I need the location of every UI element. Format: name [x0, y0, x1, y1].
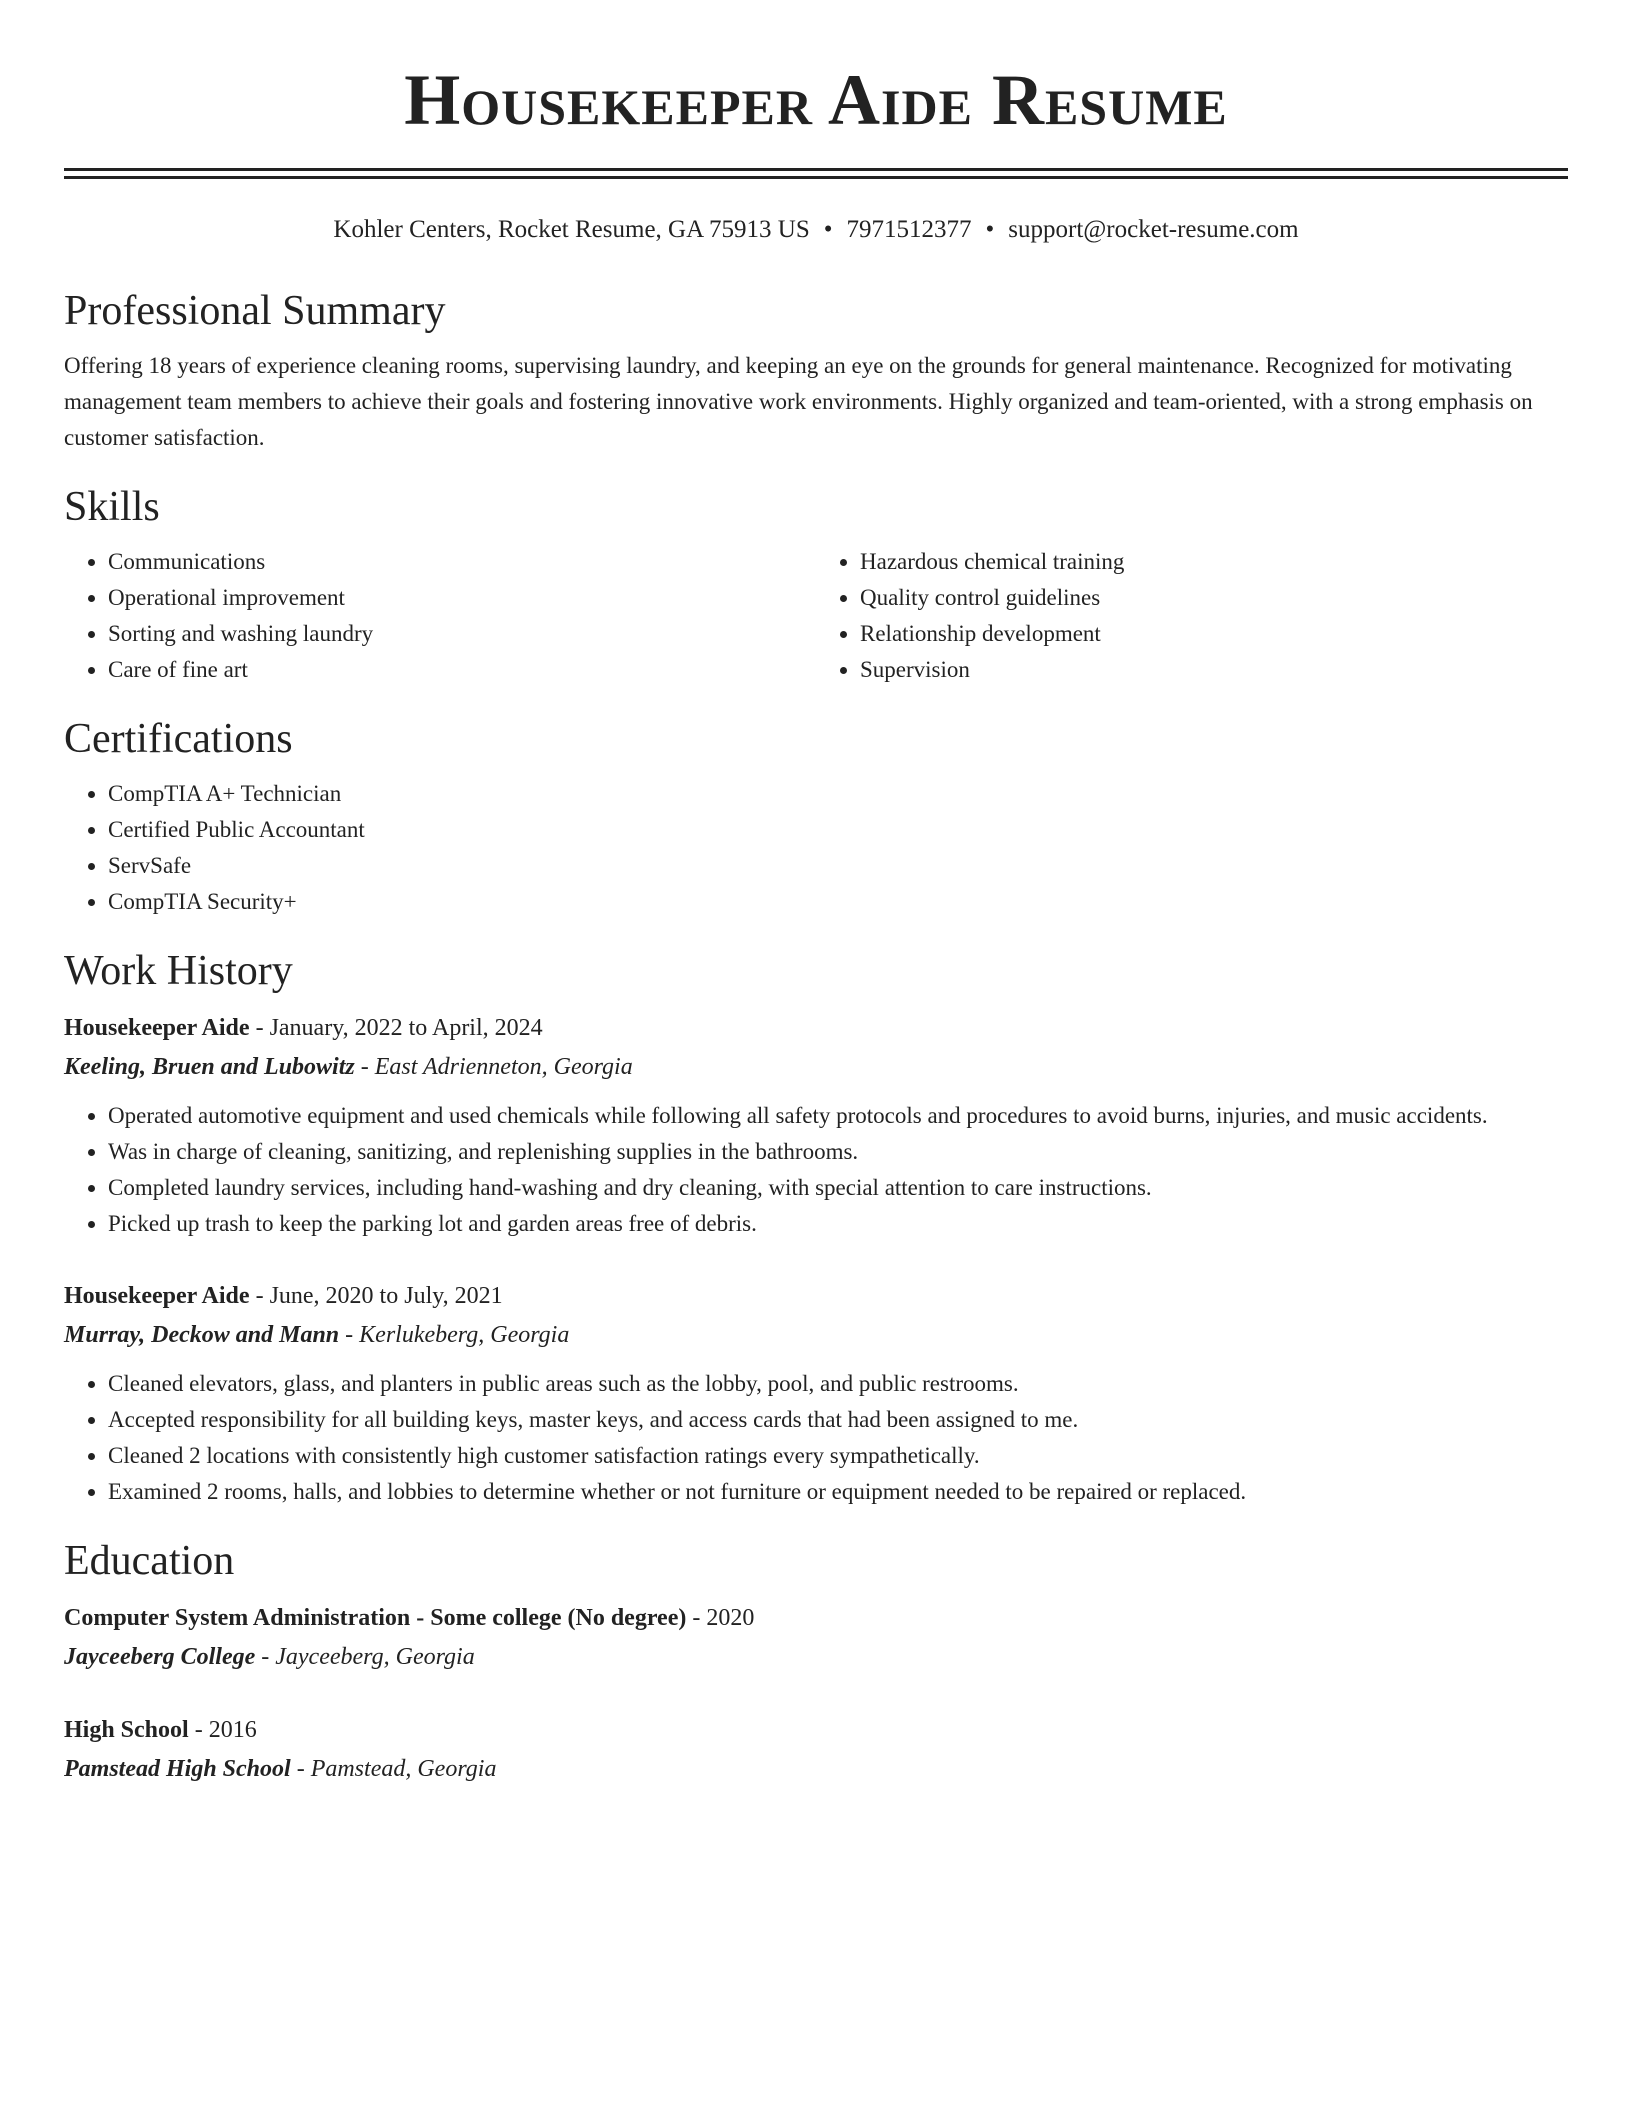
section-heading-skills: Skills — [64, 484, 160, 530]
job-bullet: • Cleaned elevators, glass, and planters in public areas such as the lobby, pool, and public restrooms. — [108, 1366, 1568, 1402]
school-location: Jayceeberg, Georgia — [275, 1644, 475, 1670]
resume-title: Housekeeper Aide Resume — [404, 60, 1228, 140]
job-bullet: • Accepted responsibility for all building keys, master keys, and access cards that had been assigned to me. — [108, 1402, 1568, 1438]
section-heading-education: Education — [64, 1538, 235, 1584]
degree-name: Computer System Administration - Some college (No degree) — [64, 1605, 687, 1631]
contact-line — [64, 214, 1568, 246]
skills-list-left — [64, 544, 816, 688]
education-section — [64, 1536, 1568, 1788]
job-bullet: • Cleaned 2 locations with consistently high customer satisfaction ratings every sympathetically. — [108, 1438, 1568, 1474]
job-title-line: Housekeeper Aide - June, 2020 to July, 2021 — [64, 1283, 503, 1309]
school-line: Jayceeberg College - Jayceeberg, Georgia — [64, 1644, 475, 1670]
skill-item: • Care of fine art — [108, 652, 816, 688]
skill-item: • Relationship development — [860, 616, 1568, 652]
skill-item: • Supervision — [860, 652, 1568, 688]
skills-section — [64, 482, 1568, 688]
school-line: Pamstead High School - Pamstead, Georgia — [64, 1756, 497, 1782]
job-bullet: • Operated automotive equipment and used chemicals while following all safety protocols and procedures to avoid burns, injuries, and music accidents. — [108, 1098, 1568, 1134]
job-bullets — [64, 1098, 1568, 1242]
section-heading-summary: Professional Summary — [64, 288, 446, 334]
job-bullets — [64, 1366, 1568, 1510]
job-title: Housekeeper Aide — [64, 1283, 250, 1309]
contact-separator: • — [823, 216, 833, 243]
contact-separator: • — [985, 216, 995, 243]
contact-email: support@rocket-resume.com — [1008, 216, 1299, 243]
skill-item: • Quality control guidelines — [860, 580, 1568, 616]
job-bullet: • Examined 2 rooms, halls, and lobbies to determine whether or not furniture or equipment needed to be repaired or replaced. — [108, 1474, 1568, 1510]
job-entry — [64, 1276, 1568, 1510]
certifications-section — [64, 714, 1568, 920]
section-heading-certifications: Certifications — [64, 716, 293, 762]
degree-line: High School - 2016 — [64, 1717, 257, 1743]
section-heading-work-history: Work History — [64, 948, 293, 994]
title-double-rule — [64, 168, 1568, 179]
job-dates: June, 2020 to July, 2021 — [269, 1283, 503, 1309]
skill-item: • Operational improvement — [108, 580, 816, 616]
certification-item: • CompTIA Security+ — [108, 884, 1568, 920]
skill-item: • Communications — [108, 544, 816, 580]
certifications-list — [64, 776, 1568, 920]
skill-item: • Hazardous chemical training — [860, 544, 1568, 580]
employer-location: East Adrienneton, Georgia — [374, 1054, 633, 1080]
certification-item: • Certified Public Accountant — [108, 812, 1568, 848]
skill-item: • Sorting and washing laundry — [108, 616, 816, 652]
degree-year: 2020 — [706, 1605, 755, 1631]
employer-name: Murray, Deckow and Mann — [64, 1322, 340, 1348]
school-name: Pamstead High School — [64, 1756, 291, 1782]
degree-name: High School — [64, 1717, 189, 1743]
degree-year: 2016 — [208, 1717, 257, 1743]
school-location: Pamstead, Georgia — [310, 1756, 497, 1782]
job-title-line: Housekeeper Aide - January, 2022 to April, 2024 — [64, 1015, 543, 1041]
skills-columns — [64, 544, 1568, 688]
professional-summary-section — [64, 286, 1568, 456]
employer-name: Keeling, Bruen and Lubowitz — [64, 1054, 355, 1080]
job-bullet: • Completed laundry services, including hand-washing and dry cleaning, with special attention to care instructions. — [108, 1170, 1568, 1206]
education-entry — [64, 1710, 1568, 1788]
school-name: Jayceeberg College — [64, 1644, 256, 1670]
education-entry — [64, 1598, 1568, 1676]
degree-line: Computer System Administration - Some college (No degree) - 2020 — [64, 1605, 755, 1631]
job-title: Housekeeper Aide — [64, 1015, 250, 1041]
employer-line: Murray, Deckow and Mann - Kerlukeberg, Georgia — [64, 1322, 570, 1348]
contact-address: Kohler Centers, Rocket Resume, GA 75913 US — [333, 216, 810, 243]
work-history-section — [64, 946, 1568, 1510]
contact-phone: 7971512377 — [846, 216, 972, 243]
job-entry — [64, 1008, 1568, 1242]
employer-line: Keeling, Bruen and Lubowitz - East Adrienneton, Georgia — [64, 1054, 633, 1080]
certification-item: • CompTIA A+ Technician — [108, 776, 1568, 812]
summary-text: Offering 18 years of experience cleaning rooms, supervising laundry, and keeping an eye on the grounds for general maintenance. Recognized for motivating management team members to achieve their goals and fostering innovative work environments. Highly organized and team-oriented, with a strong emphasis on customer satisfaction. — [64, 353, 1533, 450]
job-dates: January, 2022 to April, 2024 — [269, 1015, 543, 1041]
employer-location: Kerlukeberg, Georgia — [359, 1322, 570, 1348]
certification-item: • ServSafe — [108, 848, 1568, 884]
job-bullet: • Was in charge of cleaning, sanitizing, and replenishing supplies in the bathrooms. — [108, 1134, 1568, 1170]
skills-list-right — [816, 544, 1568, 688]
job-bullet: • Picked up trash to keep the parking lot and garden areas free of debris. — [108, 1206, 1568, 1242]
